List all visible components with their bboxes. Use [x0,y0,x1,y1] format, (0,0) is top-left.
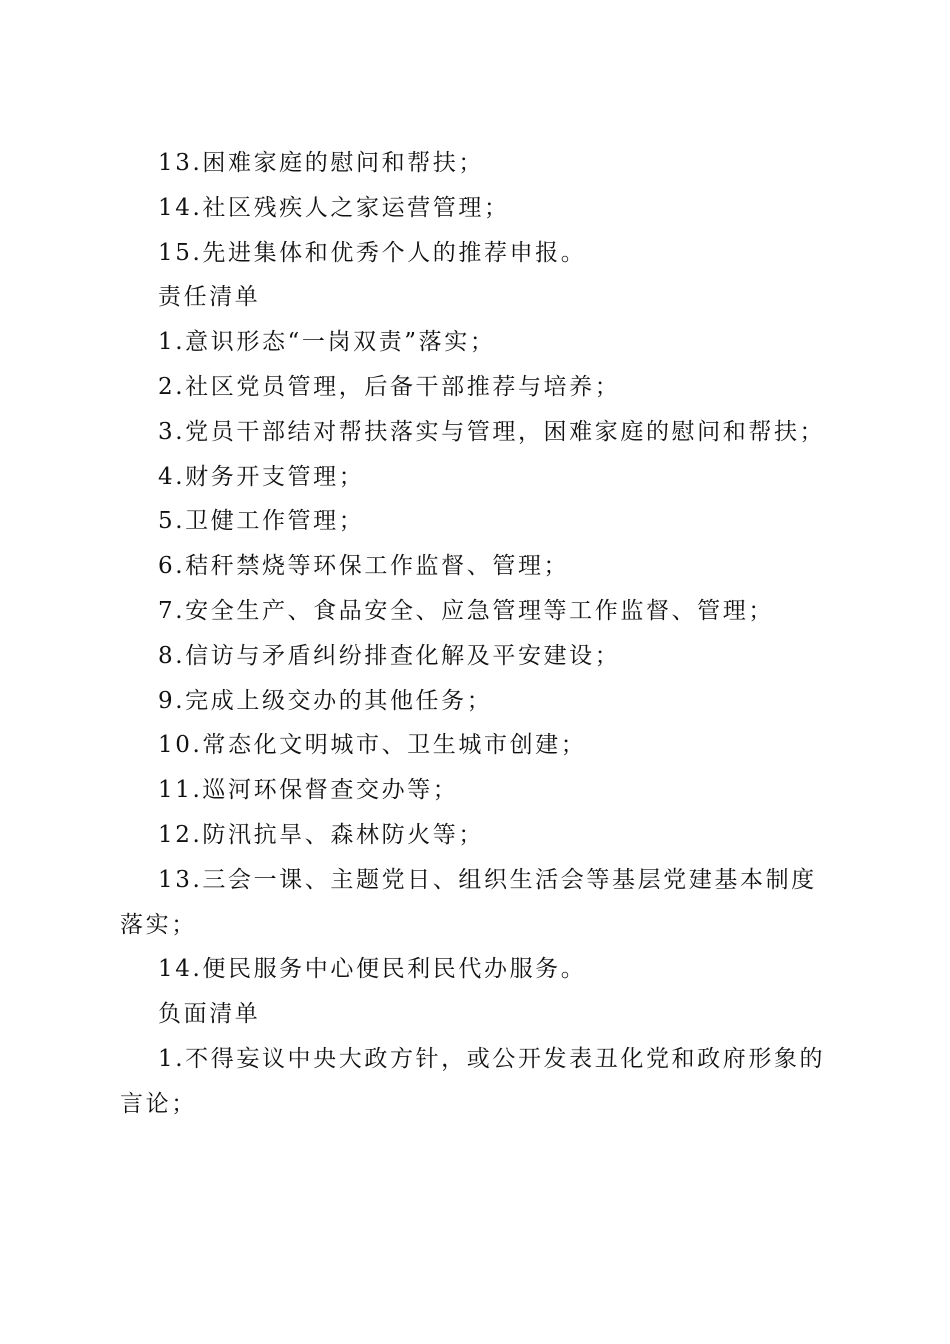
list-item-river-inspection: 11.巡河环保督查交办等； [158,777,459,804]
list-item-finance: 4.财务开支管理； [158,463,365,490]
list-item-continuation: 落实； [120,911,197,938]
list-item-party-member-management: 2.社区党员管理，后备干部推荐与培养； [158,373,621,400]
section-heading-negative-list: 负面清单 [158,1001,261,1028]
list-item-environmental-supervision: 6.秸秆禁烧等环保工作监督、管理； [158,553,570,580]
list-item-flood-fire-prevention: 12.防汛抗旱、森林防火等； [158,821,484,848]
list-item-disabled-home-management: 14.社区残疾人之家运营管理； [158,194,510,221]
list-item-ideology: 1.意识形态“一岗双责”落实； [158,329,496,356]
section-heading-responsibility-list: 责任清单 [158,284,261,311]
list-item-civilized-city: 10.常态化文明城市、卫生城市创建； [158,732,587,759]
list-item-service-center: 14.便民服务中心便民利民代办服务。 [158,956,587,983]
list-item-safety-supervision: 7.安全生产、食品安全、应急管理等工作监督、管理； [158,597,774,624]
list-item-paired-assistance: 3.党员干部结对帮扶落实与管理，困难家庭的慰问和帮扶； [158,418,826,445]
list-item-continuation: 言论； [120,1090,197,1117]
document-body [120,141,830,1127]
list-item-other-tasks: 9.完成上级交办的其他任务； [158,687,493,714]
list-item-petitions: 8.信访与矛盾纠纷排查化解及平安建设； [158,642,621,669]
list-item-party-building-system: 13.三会一课、主题党日、组织生活会等基层党建基本制度 [158,866,817,893]
list-item-recommendation-submission: 15.先进集体和优秀个人的推荐申报。 [158,239,587,266]
list-item-difficult-family-visits: 13.困难家庭的慰问和帮扶； [158,150,484,176]
list-item-no-improper-remarks: 1.不得妄议中央大政方针，或公开发表丑化党和政府形象的 [158,1045,826,1072]
list-item-health: 5.卫健工作管理； [158,508,365,535]
